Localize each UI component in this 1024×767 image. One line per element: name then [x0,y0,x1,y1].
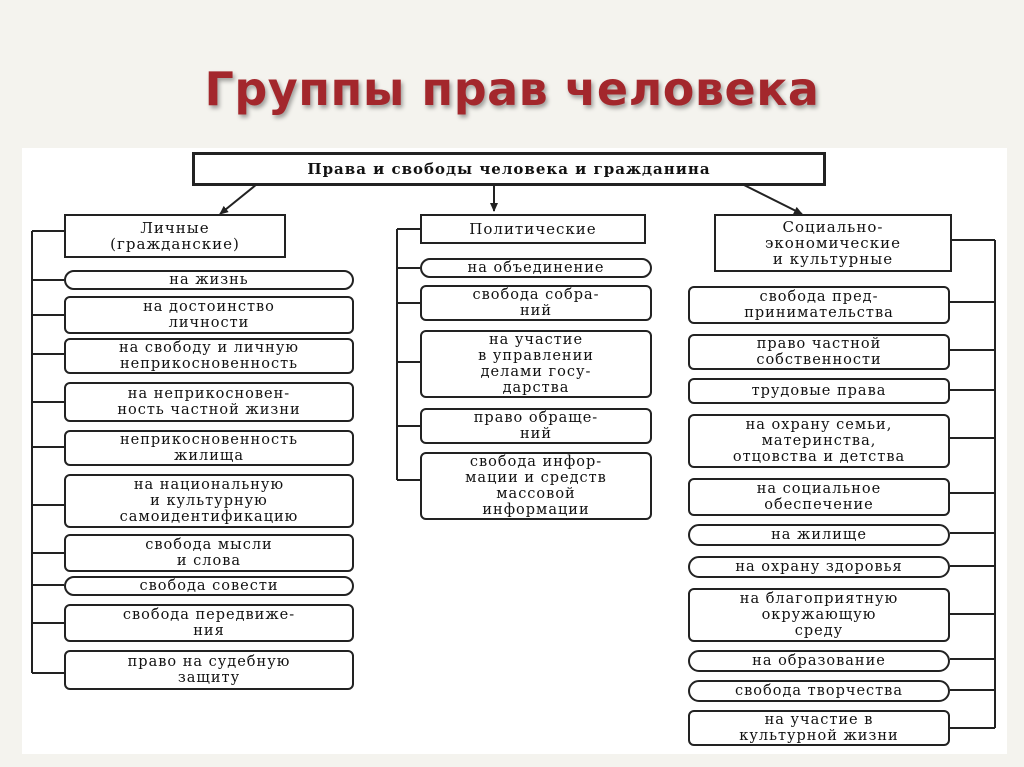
list-item: на объединение [420,258,652,278]
group-title-political: Политические [420,214,646,244]
list-item: на жилище [688,524,950,546]
group-title-socio-economic: Социально- экономические и культурные [714,214,952,272]
list-item: на участие в управлении делами госу- дарства [420,330,652,398]
diagram-panel [22,148,1007,754]
list-item: трудовые права [688,378,950,404]
list-item: на благоприятную окружающую среду [688,588,950,642]
list-item: свобода творчества [688,680,950,702]
list-item: свобода совести [64,576,354,596]
list-item: свобода передвиже- ния [64,604,354,642]
list-item: свобода пред- принимательства [688,286,950,324]
list-item: свобода собра- ний [420,285,652,321]
list-item: на национальную и культурную самоидентификацию [64,474,354,528]
list-item: на охрану семьи, материнства, отцовства и детства [688,414,950,468]
root-box: Права и свободы человека и гражданина [192,152,826,186]
list-item: на неприкосновен- ность частной жизни [64,382,354,422]
list-item: на социальное обеспечение [688,478,950,516]
list-item: на участие в культурной жизни [688,710,950,746]
list-item: неприкосновенность жилища [64,430,354,466]
list-item: право на судебную защиту [64,650,354,690]
slide-title: Группы прав человека [204,62,820,116]
list-item: право частной собственности [688,334,950,370]
list-item: право обраще- ний [420,408,652,444]
list-item: на свободу и личную неприкосновенность [64,338,354,374]
list-item: на достоинство личности [64,296,354,334]
list-item: на образование [688,650,950,672]
list-item: на охрану здоровья [688,556,950,578]
group-title-personal: Личные (гражданские) [64,214,286,258]
list-item: свобода инфор- мации и средств массовой информации [420,452,652,520]
list-item: свобода мысли и слова [64,534,354,572]
list-item: на жизнь [64,270,354,290]
